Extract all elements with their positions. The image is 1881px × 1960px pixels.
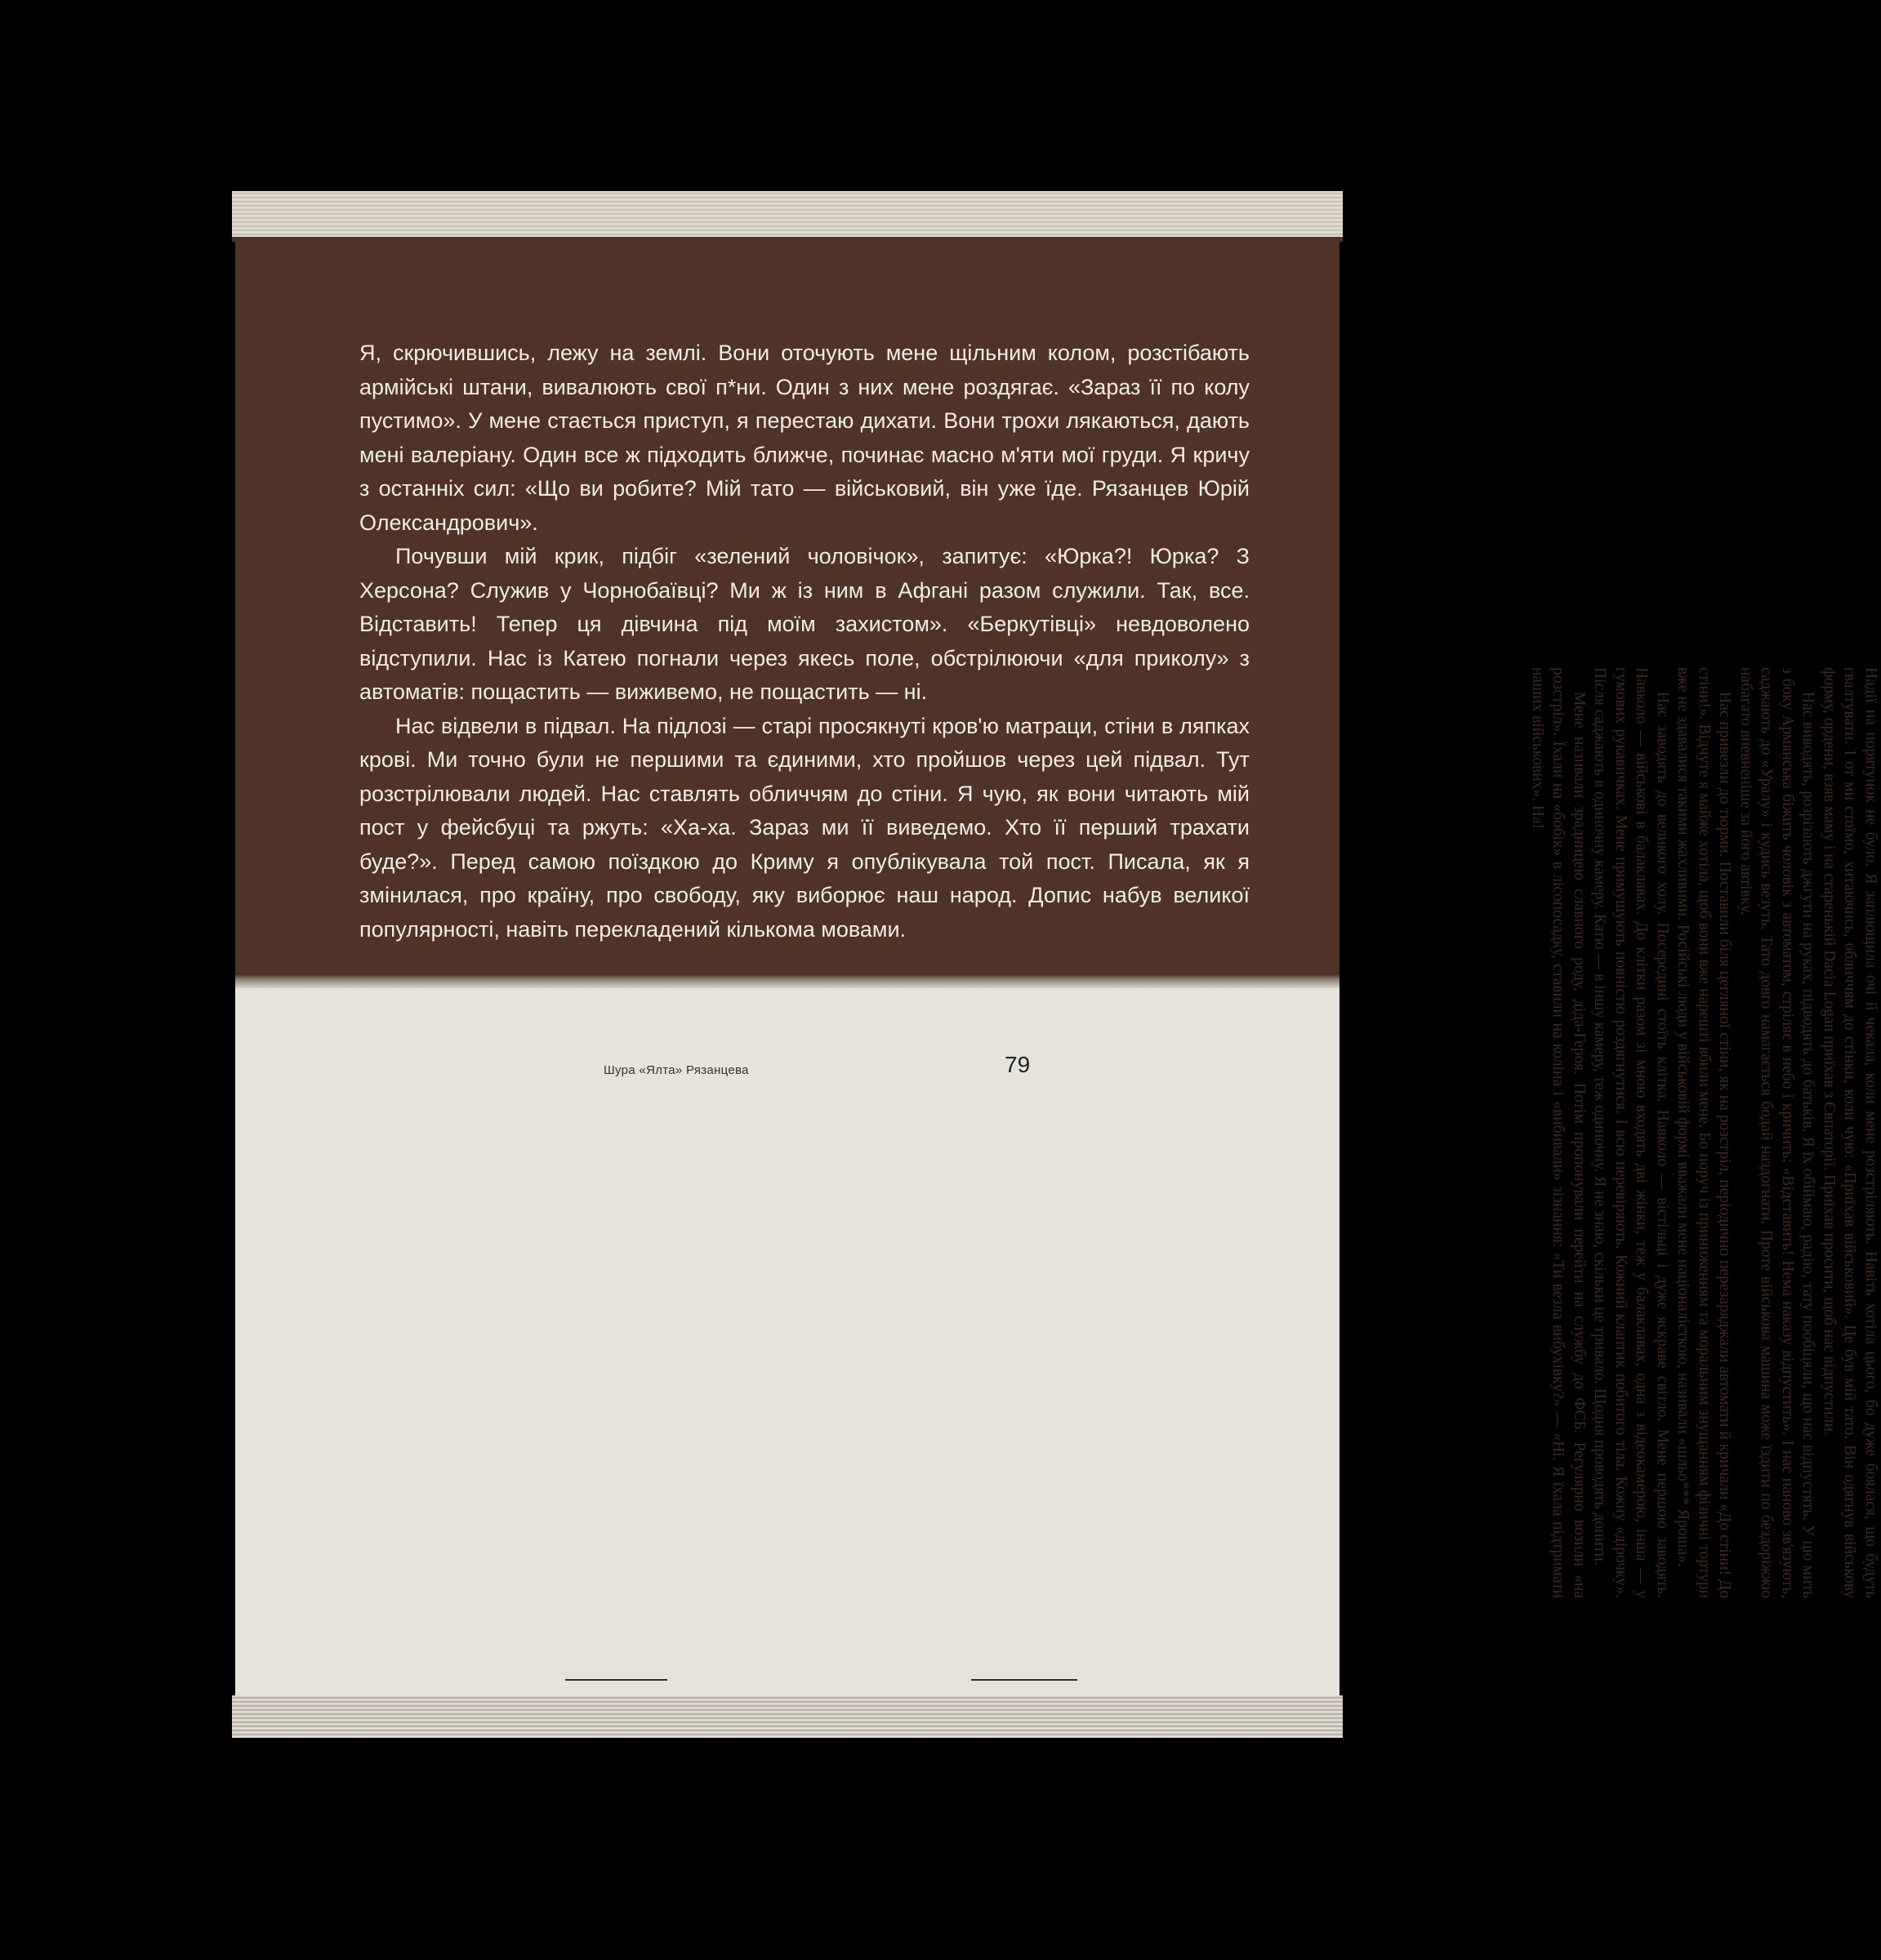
bottom-rule-left — [565, 1679, 667, 1681]
lower-page — [235, 988, 1339, 1700]
page-number: 79 — [1005, 1052, 1031, 1077]
paragraph: Нас відвели в підвал. На підлозі — старі просякнуті кров'ю матраци, стіни в ляпках крові. Ми точно були не першими та єдиними, хто пройшов через цей підвал. Тут розстрілювали людей. Нас ставлять обличчям до стіни. Я чую, як вони читають мій пост у фейсбуці та ржуть: «Ха-ха. Зараз ми її виведемо. Хто її перший трахати буде?». Перед самою поїздкою до Криму я опублікувала той пост. Писала, як я змінилася, про країну, про свободу, яку виборює наш народ. Допис набув великої популярності, навіть перекладений кількома мовами. — [359, 713, 1250, 942]
paragraph: Я, скрючившись, лежу на землі. Вони оточують мене щільним колом, розстібають армійські штани, вивалюють свої п*ни. Один з них мене роздягає. «Зараз її по колу пустимо». У мене стається приступ, я перестаю дихати. Вони трохи лякаються, дають мені валеріану. Один все ж підходить ближче, починає масно м'яти мої груди. Я кричу з останніх сил: «Що ви робите? Мій тато — військовий, він уже їде. Рязанцев Юрій Олександрович». — [359, 341, 1250, 535]
rotated-text-block — [1407, 667, 1881, 1598]
open-book — [232, 191, 1879, 1738]
upper-page-text — [359, 336, 1250, 947]
upper-page — [235, 238, 1339, 973]
page-edges-top — [232, 191, 1343, 242]
paragraph: Нас заводять до великого холу. Посередині стоїть клітка. Навколо — вістільці і дуже яскраве світло. Мене першою заводять. Навколо — військові в балаклавах. До клітки разом зі мною входять дві жінки, теж у балаклавах, одна з відеокамерою, інша — у гумових рукавичках. Мене примушують повністю роздягнутися. І всю перевіряють. Кожний клаптик побитого тіла. Кожну «дірочку». Після саджають в одиночну камеру. Катю — в іншу камеру, теж одиночну. Я не знаю, скільки це тривало. Щодня проводять допити. — [1591, 667, 1671, 1598]
paragraph: Почувши мій крик, підбіг «зелений чоловічок», запитує: «Юрка?! Юрка? З Херсона? Служив у Чорнобаївці? Ми ж із ним в Афгані разом служили. Так, все. Відставить! Тепер ця дівчина під моїм захистом». «Беркутівці» невдоволено відступили. Нас із Катею погнали через якесь поле, обстрілюючи «для приколу» з автоматів: пощастить — виживемо, не пощастить — ні. — [359, 544, 1250, 704]
paragraph: Мене називали зрадницею славного роду, діда-Героя. Потім пропонували перейти на службу до ФСБ. Регулярно возили «на розстріл». Їхали на «бобік» в лісопосадку, ставили на коліна і «вибивали» зізнання: «Ти везла вибухівку?» — «Ні. Я їхала підтримати наших військових». На! — [1529, 667, 1588, 1598]
paragraph: Надії на порятунок не було. Я заплющила очі й чекала, коли мене розстріляють. Навіть хотіла цього, бо дуже боялася, що будуть гвалтувати. І от ми стоїмо, хитаючись, обличчям до стінки, коли чую: «Приїхав військовий». Це був мій тато. Він одягнув військову форму, ордени, взяв маму і на старенькій Dacia Logan приїхав з Євпаторії. Приїхав просити, щоб нас відпустили. — [1821, 667, 1879, 1598]
bottom-rule-right — [971, 1679, 1077, 1681]
page-edges-bottom — [232, 1695, 1343, 1738]
paragraph: Нас привезли до тюрми. Поставили біля цегляної стіни, як на розстріл, періодично перезаряджали автомати й кричали «До стіни! До стіни!». Відчуте я майже хотіла, щоб вони вже нарешті вбили мене. Бо поруч із приниженням та моральним знущанням фізичні тортури вже не здавалися такими жахливими. Російські люди у військовій формі вважали мене націоналісткою, називали «шльо*** Ярошa». — [1674, 667, 1734, 1598]
paragraph: Нас виводять, розрізають джгути на руках, підводять до батьків. Я їх обіймаю, радію, тату пообіцяли, що нас відпустять. У цю мить з боку Армянська біжить чоловік з автоматом, стріляє в небо і кричить: «Відставить! Нема наказу відпустить». І нас наново зв'язують, саджають до «Уралу» і кудись везуть. Тато довго намагається бодай наздогнати. Проте військова машина може їздити по бездоріжжю набагато впевненіше за його автівку. — [1737, 667, 1817, 1598]
book-gutter — [235, 973, 1339, 988]
lower-page-text — [1407, 667, 1881, 1598]
running-header: Шура «Ялта» Рязанцева — [604, 1063, 749, 1077]
